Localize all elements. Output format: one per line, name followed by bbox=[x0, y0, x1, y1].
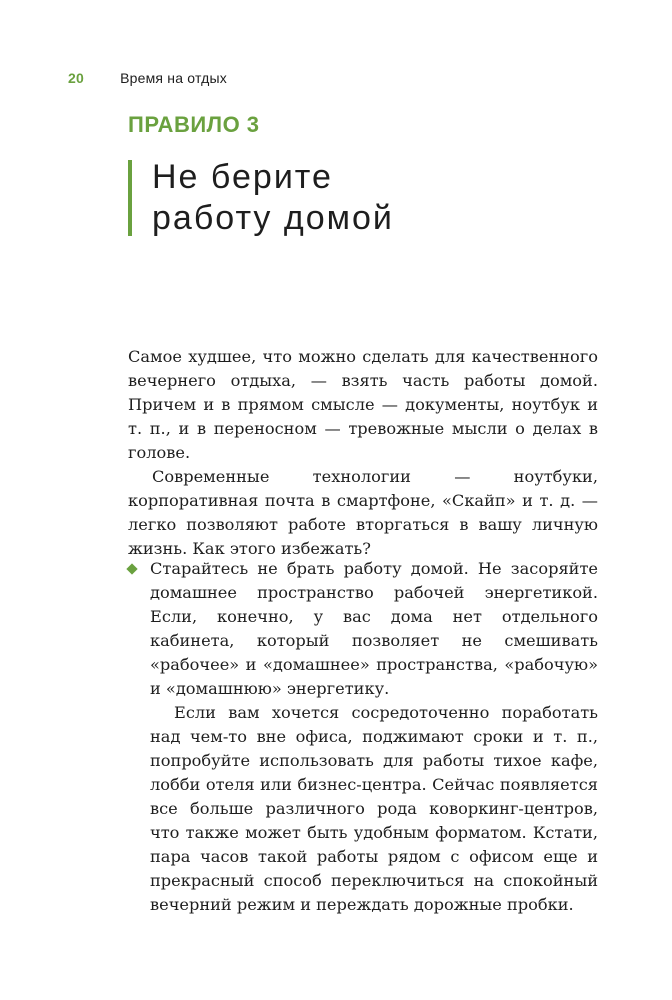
heading-line-1: Не берите bbox=[152, 158, 333, 196]
list-item bbox=[128, 557, 598, 701]
heading-accent-bar bbox=[128, 160, 132, 236]
section-title: Время на отдых bbox=[120, 70, 227, 86]
intro-text bbox=[128, 345, 598, 561]
bullet-paragraph-2: Если вам хочется сосредоточенно поработать над чем-то вне офиса, поджимают сроки и т. п., попробуйте использовать для работы тихое кафе, лобби отеля или бизнес-центра. Сейчас появляется все больше различного рода коворкинг-центров, что также может быть удобным форматом. Кстати, пара часов такой работы рядом с офисом еще и прекрасный способ переключиться на спокойный вечерний режим и переждать дорожные пробки. bbox=[150, 703, 598, 914]
rule-label: ПРАВИЛО 3 bbox=[128, 112, 260, 137]
bullet-paragraph-1: Старайтесь не брать работу домой. Не засоряйте домашнее пространство рабочей энергетикой. Если, конечно, у вас дома нет отдельного кабинета, который позволяет не смешивать «рабочее» и «домашнее» пространства, «рабочую» и «домашнюю» энергетику. bbox=[150, 559, 598, 698]
bullet-list bbox=[128, 557, 598, 917]
intro-paragraph-1: Самое худшее, что можно сделать для качественного вечернего отдыха, — взять часть работы домой. Причем и в прямом смысле — документы, ноутбук и т. п., и в переносном — тревожные мысли о делах в голове. bbox=[128, 347, 598, 462]
chapter-heading bbox=[152, 157, 394, 239]
intro-paragraph-2: Современные технологии — ноутбуки, корпоративная почта в смартфоне, «Скайп» и т. д. — легко позволяют работе вторгаться в вашу личную жизнь. Как этого избежать? bbox=[128, 467, 598, 558]
heading-line-2: работу домой bbox=[152, 199, 394, 237]
running-head bbox=[68, 70, 227, 86]
diamond-bullet-icon bbox=[126, 563, 137, 574]
page-number: 20 bbox=[68, 70, 84, 86]
